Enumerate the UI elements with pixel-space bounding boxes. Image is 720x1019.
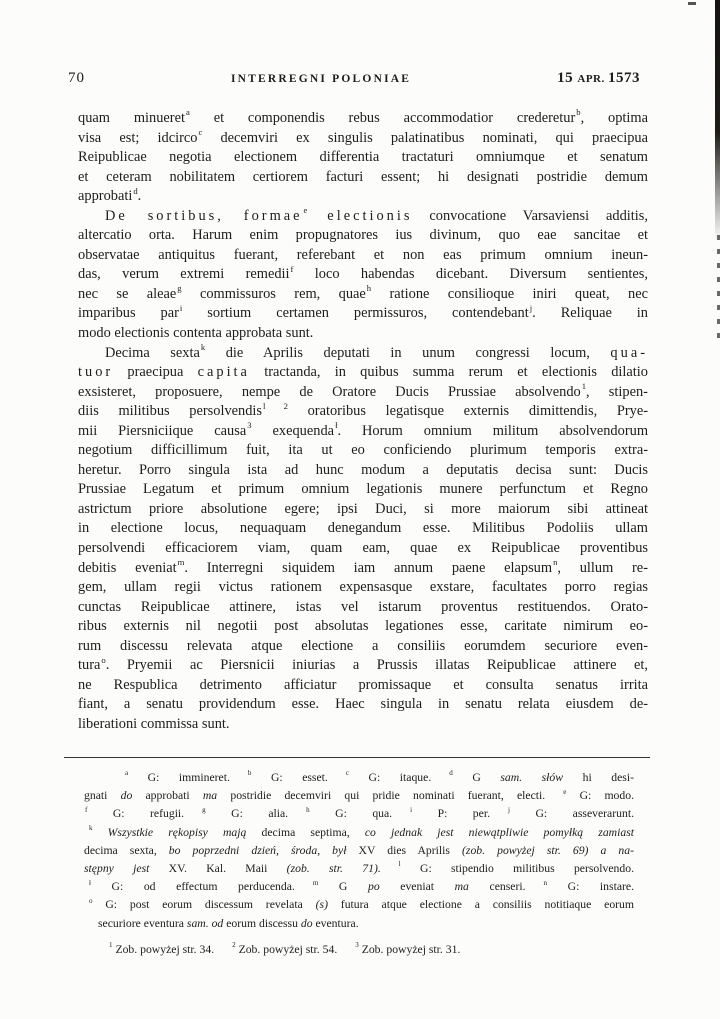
footnote-marker: k: [89, 824, 93, 833]
text-line: [78, 578, 648, 598]
text-segment: G: itaque.: [348, 771, 432, 784]
text-segment: decima septima,: [246, 825, 365, 839]
text-line: [78, 207, 648, 227]
footnote-line: [84, 769, 634, 787]
text-segment: G: modo.: [566, 789, 635, 803]
text-segment: stępny jest: [84, 862, 150, 876]
text-segment: nec se aleae: [78, 285, 177, 302]
footnote-line: [84, 878, 634, 896]
text-segment: . Pryemii ac Piersnicii iniurias a Prussis illatas Reipublicae attinere et,: [105, 657, 648, 674]
running-title: INTERREGNI POLONIAE: [230, 73, 412, 85]
footnote-marker: ł: [89, 878, 91, 887]
text-segment: loco habendas dicebant. Diversum sentientes,: [293, 266, 648, 283]
footnote-marker: 3: [355, 941, 359, 950]
text-segment: XV. Kal. Maii: [149, 862, 287, 876]
references-block: [84, 941, 634, 959]
scan-edge-artifact: [715, 0, 720, 240]
text-segment: electionis: [307, 207, 413, 224]
footnote-marker: 3: [247, 420, 252, 431]
text-segment: decemviri ex singulis palatinatibus nominati, qui praecipua: [202, 129, 648, 146]
footnote-marker: h: [306, 805, 310, 814]
text-line: [78, 148, 648, 168]
text-segment: liberationi commissa sunt.: [78, 715, 230, 732]
text-line: [78, 461, 648, 481]
text-line: [78, 187, 648, 207]
text-line: [78, 617, 648, 637]
footnote-divider: [64, 757, 650, 758]
text-line: [78, 126, 648, 149]
text-line: [78, 341, 648, 364]
footnote-marker: c: [198, 126, 203, 137]
footnote-marker: 1: [109, 941, 113, 950]
text-segment: praecipua: [113, 364, 198, 381]
text-line: [78, 363, 648, 383]
text-segment: sortium certamen permissuros, contendebant: [182, 305, 529, 322]
text-segment: , optima: [580, 110, 648, 126]
page-header: [68, 70, 640, 87]
text-segment: eventura.: [312, 916, 359, 930]
text-segment: eveniat: [379, 880, 455, 894]
footnote-marker: m: [177, 556, 185, 567]
text-segment: sam. słów: [500, 771, 564, 784]
text-segment: visa est; idcirco: [78, 129, 198, 146]
text-segment: ribus externis nil negotii post absolutas legationes esse, caritate nimirum eo-: [78, 618, 648, 635]
text-segment: (zob. str. 71).: [286, 862, 381, 876]
text-segment: G: [452, 771, 501, 784]
text-segment: diis militibus persolvendis: [78, 403, 263, 420]
text-line: [78, 383, 648, 403]
text-segment: Prussiae Legatum et primum omnium legationis munere perfunctum et Regno: [78, 481, 648, 498]
text-segment: negotium difficillimum fuit, ita ut eo conficiendo plurimum temporis extra-: [78, 442, 648, 459]
footnote-marker: ł: [335, 420, 338, 431]
text-segment: . Horum omnium militum absolvendorum: [337, 422, 649, 439]
text-segment: convocatione Varsaviensi additis,: [412, 207, 648, 224]
footnote-marker: k: [200, 341, 206, 352]
footnote-marker: b: [576, 107, 581, 118]
text-segment: censeri.: [468, 880, 526, 894]
text-segment: G: od effectum perducenda.: [90, 880, 295, 894]
text-segment: (zob. powyżej str. 69) a na-: [462, 843, 634, 857]
footnote-marker: e: [563, 787, 567, 796]
text-segment: modo electionis contenta approbata sunt.: [78, 325, 314, 342]
text-segment: debitis eveniat: [78, 559, 177, 576]
footnote-line: [84, 787, 634, 805]
text-segment: G: qua.: [309, 807, 393, 821]
paragraph: [78, 341, 649, 735]
text-segment: do: [120, 789, 133, 803]
text-line: [78, 656, 648, 676]
text-segment: Zob. powyżej str. 34.: [112, 943, 215, 956]
footnote-line: [84, 915, 634, 933]
text-segment: bo poprzedni dzień, środa, był: [168, 843, 347, 857]
footnote-line: [84, 824, 634, 842]
text-segment: eorum discessu: [223, 916, 301, 930]
text-segment: persolvendi efficaciorem viam, quam eam, quae ex Reipublicae proventibus: [78, 540, 648, 557]
footnote-marker: i: [179, 302, 183, 313]
text-segment: approbati: [78, 188, 133, 205]
page-number: 70: [68, 70, 85, 86]
footnote-marker: g: [202, 805, 206, 814]
text-segment: tuor: [78, 364, 114, 381]
text-segment: Decima sexta: [105, 344, 200, 361]
text-line: [78, 422, 648, 442]
footnote-marker: g: [177, 283, 182, 294]
text-segment: gnati: [84, 789, 121, 803]
text-segment: .: [137, 188, 142, 205]
text-segment: Wszystkie rękopisy mają: [107, 825, 247, 839]
text-segment: G: refugii.: [87, 807, 185, 821]
text-segment: et componendis rebus accommodatior crederetur: [189, 110, 576, 126]
text-line: [78, 676, 648, 696]
text-segment: observatae antiquitus fuerant, referebant et non eas primum omnium ineun-: [78, 246, 648, 263]
text-segment: G: immineret.: [128, 771, 230, 784]
text-segment: die Aprilis deputati in unum congressi locum,: [205, 344, 611, 361]
footnote-marker: f: [85, 805, 88, 814]
text-segment: tractanda, in quibus summa rerum et electionis dilatio: [249, 364, 648, 381]
text-segment: decima sexta,: [84, 843, 169, 857]
text-segment: securiore eventura: [98, 916, 187, 930]
footnote-marker: j: [508, 805, 510, 814]
main-text: [78, 109, 648, 735]
text-segment: heretur. Porro singula ista ad hunc modum a deputatis decisa sunt: Ducis: [78, 461, 648, 478]
text-segment: commissuros rem, quae: [181, 285, 366, 302]
text-segment: 1573: [607, 70, 640, 86]
text-segment: ratione consilioque iniri queat, nec: [371, 285, 648, 302]
footnote-marker: l: [398, 860, 401, 869]
text-line: [78, 539, 648, 559]
text-segment: P: per.: [412, 807, 491, 821]
text-segment: 15: [557, 70, 578, 86]
text-segment: postridie decemviri qui pridie nominati fuerant, electi.: [217, 789, 546, 803]
header-date: [557, 70, 640, 87]
text-segment: . Interregni siquidem iam annum paene elapsum: [184, 559, 553, 576]
text-line: [78, 715, 648, 735]
text-segment: rum discessu relevata atque electione a consiliis eorumdem securiore even-: [78, 637, 648, 654]
text-segment: sam. od: [186, 916, 224, 930]
text-segment: [93, 826, 108, 839]
text-line: [78, 109, 648, 129]
text-segment: G: post eorum discessum revelata: [92, 898, 316, 912]
text-line: [78, 519, 648, 539]
text-line: [78, 480, 648, 500]
text-segment: Reipublicae negotia electionem differentia tractaturi omniumque et senatum: [78, 149, 648, 166]
text-segment: G: instare.: [547, 880, 635, 894]
footnote-marker: n: [553, 556, 558, 567]
text-segment: exequenda: [251, 422, 335, 439]
text-segment: approbati: [132, 789, 203, 803]
text-segment: mii Piersniciique causa: [78, 422, 247, 439]
text-segment: fiant, a senatu providendum esse. Haec singula in senatu relata eiusdem de-: [78, 696, 648, 713]
text-line: [78, 556, 648, 579]
footnote-marker: d: [133, 185, 138, 196]
text-segment: exsisteret, proposuere, nempe de Oratore Ducis Prussiae absolvendo: [78, 383, 581, 400]
footnote-marker: d: [449, 769, 453, 778]
text-segment: . Reliquae in: [532, 305, 649, 322]
text-segment: et ceteram nobilitatem certiorem facturi essent; hi designati postridie demum: [78, 168, 648, 185]
text-line: [78, 168, 648, 188]
text-line: [78, 246, 648, 266]
text-line: [78, 324, 648, 344]
footnote-line: [84, 842, 634, 860]
text-segment: , ullum re-: [557, 559, 648, 576]
footnote-marker: f: [290, 263, 294, 274]
text-segment: De sortibus, formae: [105, 207, 303, 224]
text-line: [78, 285, 648, 305]
text-segment: G: asseverarunt.: [509, 807, 634, 821]
footnote-marker: c: [345, 769, 349, 778]
text-segment: Zob. powyżej str. 31.: [358, 943, 461, 956]
text-line: [78, 695, 648, 715]
text-segment: G: esset.: [251, 771, 328, 784]
text-segment: G: alia.: [205, 807, 289, 821]
text-segment: qua-: [610, 344, 648, 361]
text-segment: co jednak jest niewątpliwie pomyłką zamiast: [364, 825, 635, 839]
text-segment: astrictum priore absolutione egere; ipsi Duci, si more maiorum sibi attineat: [78, 500, 648, 517]
footnote-marker: o: [101, 654, 106, 665]
text-line: [78, 500, 648, 520]
text-segment: ma: [454, 880, 469, 894]
text-segment: ne Respublica detrimento afficiatur promissaque et consulta senatus irrita: [78, 676, 648, 693]
text-segment: G: [318, 880, 368, 894]
text-segment: imparibus par: [78, 305, 179, 322]
scan-speck: [688, 2, 696, 5]
text-line: [78, 637, 648, 657]
text-segment: quam minueret: [78, 110, 185, 126]
footnote-marker: e: [303, 205, 308, 216]
text-segment: Zob. powyżej str. 54.: [235, 943, 338, 956]
text-segment: po: [367, 880, 380, 894]
text-line: [78, 304, 648, 324]
footnote-marker: 1: [581, 381, 587, 391]
footnote-line: [84, 805, 634, 823]
text-segment: (s): [315, 898, 328, 912]
text-segment: cunctas Reipublicae attinere, istas vel istarum proventus restituendos. Orato-: [78, 598, 648, 615]
footnote-line: [84, 896, 634, 914]
footnote-marker: 2: [232, 941, 236, 950]
footnote-marker: a: [125, 769, 129, 778]
reference-line: [84, 941, 634, 959]
text-segment: XV dies Aprilis: [346, 843, 462, 857]
text-line: [78, 226, 648, 246]
text-segment: APR.: [577, 73, 608, 85]
footnotes-block: [84, 769, 634, 933]
text-segment: altercatio orta. Harum enim propugnatores ius divinum, quo eae sancitae et: [78, 227, 648, 244]
footnote-marker: m: [312, 878, 319, 887]
footnote-marker: b: [247, 769, 252, 778]
text-segment: hi desi-: [563, 771, 634, 784]
footnote-marker: l 2: [263, 400, 288, 411]
text-segment: das, verum extremi remedii: [78, 266, 290, 283]
footnote-marker: n: [543, 878, 548, 887]
text-segment: do: [300, 916, 313, 930]
text-segment: gem, ullam regii victus rationem expensasque exstare, facultates porro regias: [78, 579, 648, 596]
text-line: [78, 598, 648, 618]
text-segment: in electione locus, nequaquam denegandum esse. Militibus Podoliis ullam: [78, 520, 648, 537]
text-segment: capita: [197, 364, 250, 381]
footnote-marker: j: [529, 302, 533, 313]
text-segment: oratoribus legatisque externis dimittendis, Prye-: [287, 403, 648, 420]
text-segment: G: stipendio militibus persolvendo.: [400, 862, 634, 876]
footnote-marker: i: [410, 805, 413, 814]
footnote-line: [84, 860, 634, 878]
footnote-marker: h: [366, 283, 372, 294]
text-segment: ma: [202, 789, 218, 803]
text-line: [78, 265, 648, 285]
text-line: [78, 402, 648, 422]
paragraph: [78, 109, 648, 207]
footnote-marker: a: [185, 107, 190, 118]
text-segment: , stipen-: [586, 383, 648, 400]
text-segment: futura atque electione a consiliis notitiaque eorum: [327, 898, 634, 912]
text-line: [78, 441, 648, 461]
footnote-marker: o: [89, 896, 93, 905]
paragraph: [78, 207, 648, 344]
text-segment: tura: [78, 657, 101, 674]
